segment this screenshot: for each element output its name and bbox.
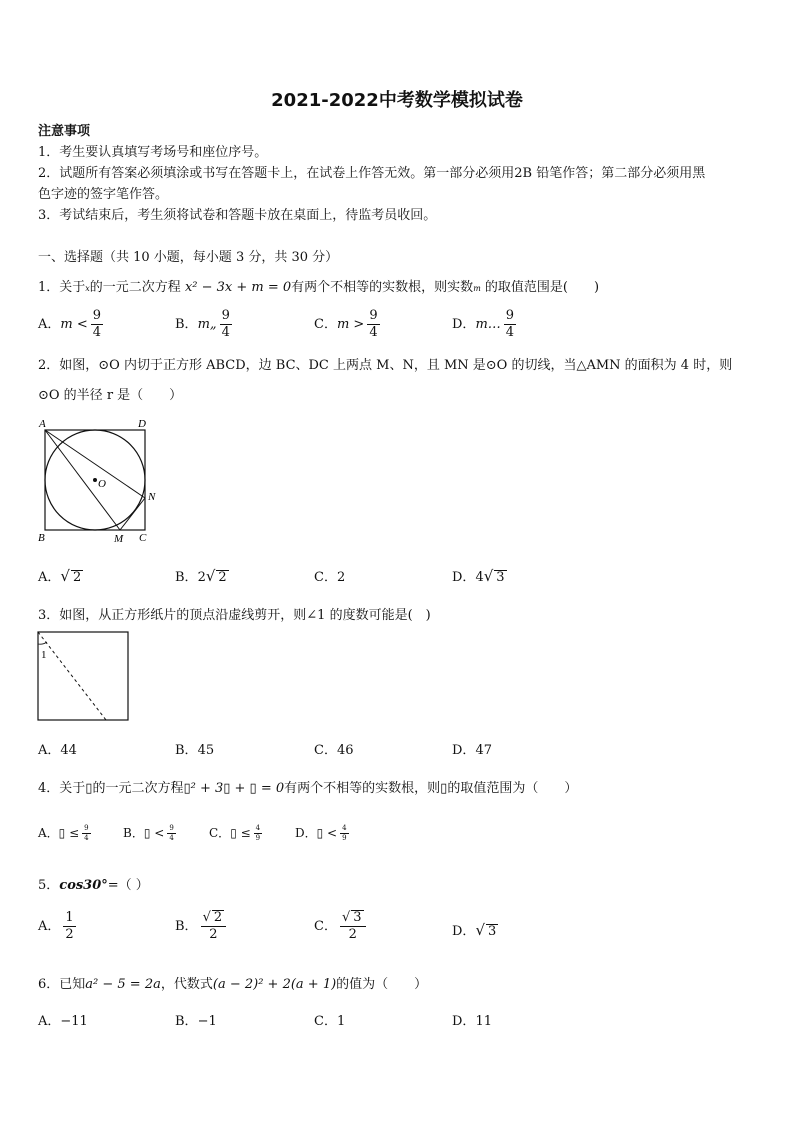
q2-figure-circle-in-square	[30, 412, 170, 548]
q1-option-d[interactable]: D．m… $\frac{9}{4}$	[452, 308, 515, 340]
angle-label: 1	[41, 649, 47, 661]
q1-option-b[interactable]: B．m„ $\frac{9}{4}$	[175, 308, 230, 340]
question-1-stem: 1．关于x的一元二次方程 x² − 3x + m = 0有两个不相等的实数根，则实数m 的取值范围是( )	[38, 280, 600, 295]
label-o: O	[98, 478, 106, 490]
q3-option-c[interactable]: C．46	[314, 743, 354, 758]
label-a: A	[39, 418, 46, 430]
question-2-stem-line-1: 2．如图，⊙O 内切于正方形 ABCD，边 BC、DC 上两点 M、N，且 MN 是⊙O 的切线，当△AMN 的面积为 4 时，则	[38, 358, 733, 373]
q5-option-d[interactable]: D．√ 3	[452, 921, 497, 939]
q4-option-a[interactable]: A．▯ ≤ $\frac{9}{4}$	[38, 824, 89, 842]
notes-heading: 注意事项	[38, 124, 91, 139]
q1-equation: x² − 3x + m = 0	[184, 280, 292, 295]
q5-option-b[interactable]: B． $\frac{√ 2}{2}$	[175, 910, 226, 943]
q3-option-d[interactable]: D．47	[452, 743, 492, 758]
q6-option-c[interactable]: C．1	[314, 1014, 346, 1029]
label-d: D	[138, 418, 146, 430]
q2-option-c[interactable]: C．2	[314, 570, 346, 585]
note-item-2: 2．试题所有答案必须填涂或书写在答题卡上，在试卷上作答无效。第一部分必须用2B 铅笔作答；第二部分必须用黑	[38, 166, 706, 181]
question-4-stem: 4．关于▯的一元二次方程▯² + 3▯ + ▯ = 0有两个不相等的实数根，则▯的取值范围为（ ）	[38, 781, 578, 796]
q2-option-b[interactable]: B．2√ 2	[175, 567, 227, 585]
q6-option-b[interactable]: B．−1	[175, 1014, 217, 1029]
label-n: N	[148, 491, 156, 503]
page-title: 2021-2022中考数学模拟试卷	[271, 90, 523, 111]
section-heading: 一、选择题（共 10 小题，每小题 3 分，共 30 分）	[38, 250, 339, 265]
q5-option-c[interactable]: C． $\frac{√ 3}{2}$	[314, 910, 366, 943]
q6-option-d[interactable]: D．11	[452, 1014, 492, 1029]
q6-option-a[interactable]: A．−11	[38, 1014, 88, 1029]
label-m: M	[114, 533, 124, 545]
label-b: B	[38, 532, 45, 544]
q4-option-b[interactable]: B．▯ < $\frac{9}{4}$	[123, 824, 174, 842]
note-item-2-cont: 色字迹的签字笔作答。	[38, 187, 169, 202]
question-5-stem: 5．cos30°=（ ）	[38, 878, 149, 893]
q4-option-c[interactable]: C．▯ ≤ $\frac{4}{9}$	[209, 824, 261, 842]
q5-option-a[interactable]: A． $\frac{1}{2}$	[38, 910, 74, 942]
q3-figure-square-cut	[36, 630, 132, 724]
q3-option-b[interactable]: B．45	[175, 743, 215, 758]
q3-option-a[interactable]: A．44	[38, 743, 77, 758]
note-item-1: 1．考生要认真填写考场号和座位序号。	[38, 145, 268, 160]
question-2-stem-line-2: ⊙O 的半径 r 是（ ）	[38, 388, 183, 403]
label-c: C	[139, 532, 147, 544]
q2-option-d[interactable]: D．4√ 3	[452, 567, 505, 585]
question-6-stem: 6．已知a² − 5 = 2a，代数式(a − 2)² + 2(a + 1)的值为（ ）	[38, 977, 428, 992]
q1-option-a[interactable]: A．m < $\frac{9}{4}$	[38, 308, 102, 340]
question-3-stem: 3．如图，从正方形纸片的顶点沿虚线剪开，则∠1 的度数可能是( )	[38, 608, 431, 623]
q2-option-a[interactable]: A．√ 2	[38, 567, 82, 585]
note-item-3: 3．考试结束后，考生须将试卷和答题卡放在桌面上，待监考员收回。	[38, 208, 437, 223]
q1-option-c[interactable]: C．m > $\frac{9}{4}$	[314, 308, 378, 340]
q4-option-d[interactable]: D．▯ < $\frac{4}{9}$	[295, 824, 347, 842]
